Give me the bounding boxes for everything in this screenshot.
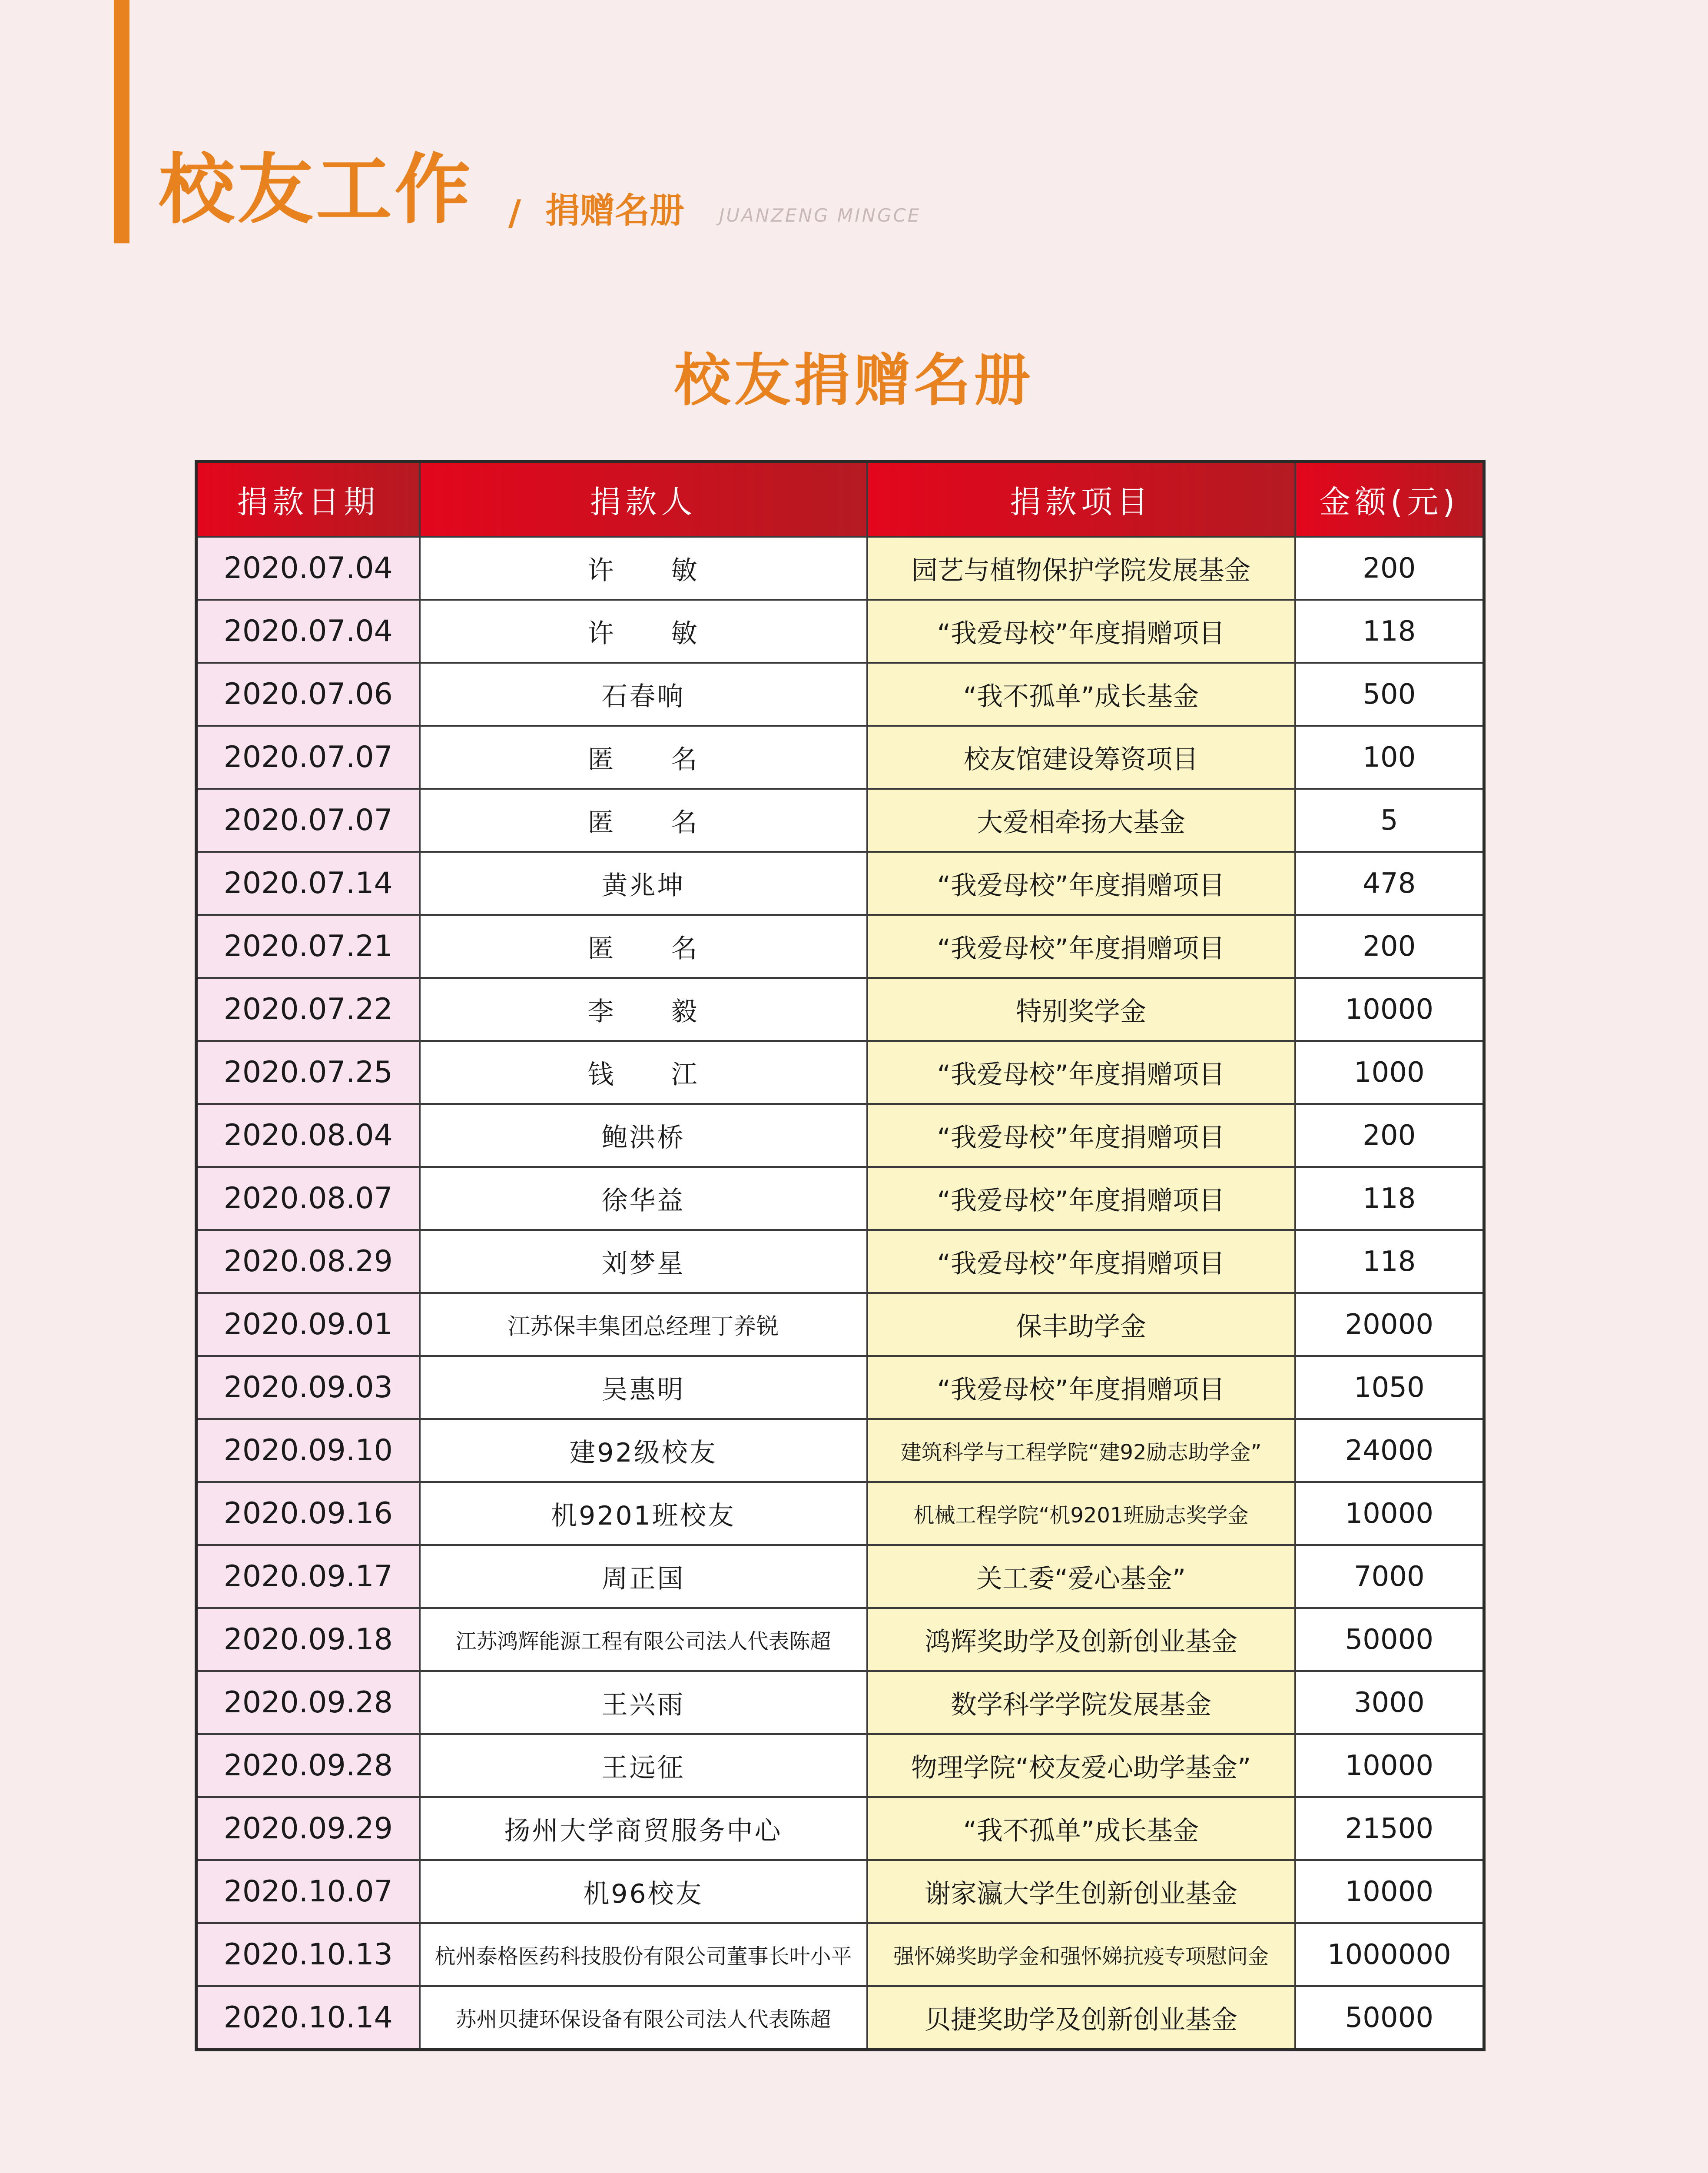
cell-donor: 刘梦星 [420, 1230, 867, 1293]
cell-amount: 118 [1295, 1167, 1484, 1230]
cell-donor: 王远征 [420, 1734, 867, 1797]
header-date: 捐款日期 [196, 462, 420, 537]
cell-project: “我爱母校”年度捐赠项目 [867, 915, 1295, 978]
table-row [196, 915, 1484, 978]
table-row [196, 1041, 1484, 1104]
cell-donor: 许 敏 [420, 600, 867, 663]
section-subtitle: 捐赠名册 [545, 190, 684, 231]
cell-donor: 杭州泰格医药科技股份有限公司董事长叶小平 [420, 1923, 867, 1986]
cell-amount: 1050 [1295, 1356, 1484, 1419]
table-row [196, 1923, 1484, 1986]
cell-project: “我爱母校”年度捐赠项目 [867, 1230, 1295, 1293]
table-body [196, 537, 1484, 2050]
table-row [196, 1986, 1484, 2050]
cell-project: “我不孤单”成长基金 [867, 663, 1295, 726]
table-row [196, 1860, 1484, 1923]
table-row [196, 600, 1484, 663]
cell-date: 2020.07.21 [196, 915, 420, 978]
table-row [196, 726, 1484, 789]
cell-date: 2020.07.04 [196, 537, 420, 600]
header-project: 捐款项目 [867, 462, 1295, 537]
cell-amount: 7000 [1295, 1545, 1484, 1608]
cell-amount: 1000 [1295, 1041, 1484, 1104]
cell-project: 强怀娣奖助学金和强怀娣抗疫专项慰问金 [867, 1923, 1295, 1986]
table-row [196, 663, 1484, 726]
cell-date: 2020.10.14 [196, 1986, 420, 2050]
section-subtitle-en: JUANZENG MINGCE [719, 205, 921, 226]
cell-amount: 3000 [1295, 1671, 1484, 1734]
cell-amount: 200 [1295, 915, 1484, 978]
cell-donor: 机9201班校友 [420, 1482, 867, 1545]
cell-amount: 100 [1295, 726, 1484, 789]
section-title: 校友工作 [159, 146, 473, 234]
cell-project: “我爱母校”年度捐赠项目 [867, 1104, 1295, 1167]
cell-date: 2020.10.13 [196, 1923, 420, 1986]
cell-donor: 吴惠明 [420, 1356, 867, 1419]
cell-project: “我爱母校”年度捐赠项目 [867, 1041, 1295, 1104]
cell-project: 建筑科学与工程学院“建92励志助学金” [867, 1419, 1295, 1482]
cell-date: 2020.09.01 [196, 1293, 420, 1356]
cell-amount: 10000 [1295, 1482, 1484, 1545]
cell-date: 2020.08.04 [196, 1104, 420, 1167]
cell-date: 2020.09.28 [196, 1671, 420, 1734]
cell-date: 2020.09.17 [196, 1545, 420, 1608]
table-row [196, 1734, 1484, 1797]
table-row [196, 537, 1484, 600]
table-row [196, 1293, 1484, 1356]
cell-date: 2020.07.22 [196, 978, 420, 1041]
cell-project: “我爱母校”年度捐赠项目 [867, 600, 1295, 663]
cell-donor: 扬州大学商贸服务中心 [420, 1797, 867, 1860]
cell-donor: 黄兆坤 [420, 852, 867, 915]
cell-amount: 10000 [1295, 1860, 1484, 1923]
cell-amount: 200 [1295, 537, 1484, 600]
cell-amount: 21500 [1295, 1797, 1484, 1860]
donation-table [195, 460, 1486, 2051]
cell-project: “我爱母校”年度捐赠项目 [867, 852, 1295, 915]
cell-amount: 200 [1295, 1104, 1484, 1167]
cell-donor: 李 毅 [420, 978, 867, 1041]
cell-date: 2020.07.04 [196, 600, 420, 663]
cell-project: 校友馆建设筹资项目 [867, 726, 1295, 789]
cell-project: “我爱母校”年度捐赠项目 [867, 1167, 1295, 1230]
cell-date: 2020.10.07 [196, 1860, 420, 1923]
cell-date: 2020.09.28 [196, 1734, 420, 1797]
cell-project: “我不孤单”成长基金 [867, 1797, 1295, 1860]
header-accent-bar [114, 0, 129, 243]
cell-amount: 500 [1295, 663, 1484, 726]
cell-amount: 118 [1295, 600, 1484, 663]
header-donor: 捐款人 [420, 462, 867, 537]
cell-donor: 钱 江 [420, 1041, 867, 1104]
cell-project: 机械工程学院“机9201班励志奖学金 [867, 1482, 1295, 1545]
table-row [196, 789, 1484, 852]
cell-donor: 王兴雨 [420, 1671, 867, 1734]
cell-project: 物理学院“校友爱心助学基金” [867, 1734, 1295, 1797]
table-row [196, 1482, 1484, 1545]
cell-donor: 江苏鸿辉能源工程有限公司法人代表陈超 [420, 1608, 867, 1671]
cell-amount: 20000 [1295, 1293, 1484, 1356]
cell-date: 2020.07.14 [196, 852, 420, 915]
cell-donor: 匿 名 [420, 915, 867, 978]
cell-date: 2020.07.06 [196, 663, 420, 726]
cell-donor: 苏州贝捷环保设备有限公司法人代表陈超 [420, 1986, 867, 2050]
cell-date: 2020.08.07 [196, 1167, 420, 1230]
cell-amount: 50000 [1295, 1608, 1484, 1671]
cell-project: 数学科学学院发展基金 [867, 1671, 1295, 1734]
cell-date: 2020.07.07 [196, 726, 420, 789]
cell-donor: 匿 名 [420, 789, 867, 852]
table-row [196, 1104, 1484, 1167]
cell-donor: 周正国 [420, 1545, 867, 1608]
cell-donor: 建92级校友 [420, 1419, 867, 1482]
cell-project: 贝捷奖助学及创新创业基金 [867, 1986, 1295, 2050]
cell-project: 特别奖学金 [867, 978, 1295, 1041]
cell-donor: 许 敏 [420, 537, 867, 600]
cell-date: 2020.09.03 [196, 1356, 420, 1419]
cell-amount: 50000 [1295, 1986, 1484, 2050]
cell-project: 鸿辉奖助学及创新创业基金 [867, 1608, 1295, 1671]
cell-amount: 10000 [1295, 1734, 1484, 1797]
cell-donor: 机96校友 [420, 1860, 867, 1923]
cell-project: 关工委“爱心基金” [867, 1545, 1295, 1608]
table-row [196, 1167, 1484, 1230]
cell-donor: 石春响 [420, 663, 867, 726]
cell-donor: 匿 名 [420, 726, 867, 789]
cell-donor: 江苏保丰集团总经理丁养锐 [420, 1293, 867, 1356]
cell-project: 保丰助学金 [867, 1293, 1295, 1356]
cell-date: 2020.07.25 [196, 1041, 420, 1104]
cell-date: 2020.09.29 [196, 1797, 420, 1860]
header-amount: 金额(元) [1295, 462, 1484, 537]
section-separator: / [508, 193, 521, 233]
cell-project: 大爱相牵扬大基金 [867, 789, 1295, 852]
cell-donor: 徐华益 [420, 1167, 867, 1230]
cell-project: “我爱母校”年度捐赠项目 [867, 1356, 1295, 1419]
cell-date: 2020.09.10 [196, 1419, 420, 1482]
cell-date: 2020.09.18 [196, 1608, 420, 1671]
table-row [196, 1356, 1484, 1419]
cell-amount: 10000 [1295, 978, 1484, 1041]
table-header-row [196, 462, 1484, 537]
cell-amount: 478 [1295, 852, 1484, 915]
table-row [196, 978, 1484, 1041]
table-row [196, 852, 1484, 915]
cell-project: 谢家瀛大学生创新创业基金 [867, 1860, 1295, 1923]
cell-date: 2020.09.16 [196, 1482, 420, 1545]
cell-project: 园艺与植物保护学院发展基金 [867, 537, 1295, 600]
cell-amount: 118 [1295, 1230, 1484, 1293]
table-row [196, 1419, 1484, 1482]
cell-amount: 24000 [1295, 1419, 1484, 1482]
cell-amount: 5 [1295, 789, 1484, 852]
table-row [196, 1671, 1484, 1734]
table-row [196, 1608, 1484, 1671]
table-row [196, 1797, 1484, 1860]
table-row [196, 1545, 1484, 1608]
page-title: 校友捐赠名册 [674, 347, 1034, 413]
cell-donor: 鲍洪桥 [420, 1104, 867, 1167]
cell-date: 2020.07.07 [196, 789, 420, 852]
table-row [196, 1230, 1484, 1293]
cell-date: 2020.08.29 [196, 1230, 420, 1293]
cell-amount: 1000000 [1295, 1923, 1484, 1986]
